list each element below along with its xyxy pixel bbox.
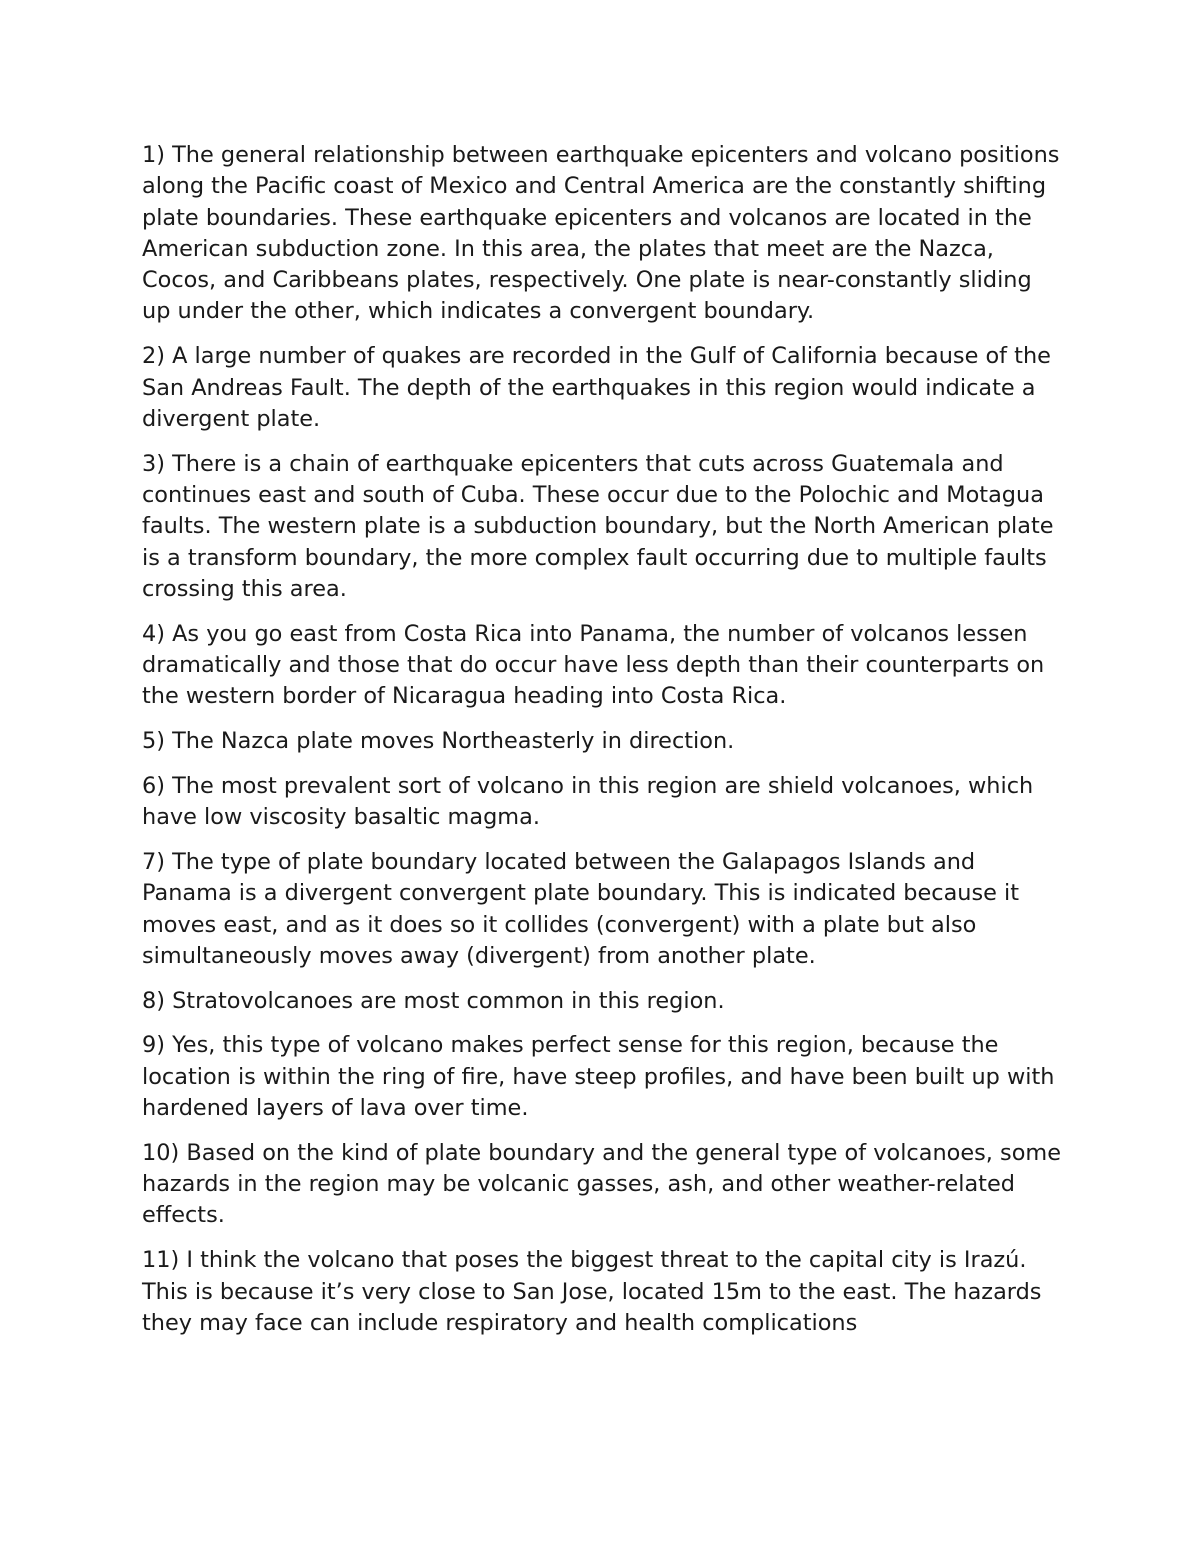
document-body [142, 140, 1067, 1353]
answer-paragraph-7: 7) The type of plate boundary located between the Galapagos Islands and Panama is a divergent convergent plate boundary. This is indicated because it moves east, and as it does so it collides (convergent) with a plate but also simultaneously moves away (divergent) from another plate. [142, 848, 1020, 969]
answer-paragraph-8: 8) Stratovolcanoes are most common in this region. [142, 987, 725, 1014]
answer-paragraph-3: 3) There is a chain of earthquake epicenters that cuts across Guatemala and continues east and south of Cuba. These occur due to the Polochic and Motagua faults. The western plate is a subduction boundary, but the North American plate is a transform boundary, the more complex fault occurring due to multiple faults crossing this area. [142, 450, 1054, 602]
answer-paragraph-10: 10) Based on the kind of plate boundary and the general type of volcanoes, some hazards in the region may be volcanic gasses, ash, and other weather-related effects. [142, 1139, 1061, 1229]
answer-paragraph-4: 4) As you go east from Costa Rica into Panama, the number of volcanos lessen dramatically and those that do occur have less depth than their counterparts on the western border of Nicaragua heading into Costa Rica. [142, 620, 1045, 710]
answer-paragraph-1: 1) The general relationship between earthquake epicenters and volcano positions along the Pacific coast of Mexico and Central America are the constantly shifting plate boundaries. These earthquake epicenters and volcanos are located in the American subduction zone. In this area, the plates that meet are the Nazca, Cocos, and Caribbeans plates, respectively. One plate is near-constantly sliding up under the other, which indicates a convergent boundary. [142, 142, 1060, 325]
answer-paragraph-11: 11) I think the volcano that poses the biggest threat to the capital city is Irazú. This is because it’s very close to San Jose, located 15m to the east. The hazards they may face can include respiratory and health complications [142, 1247, 1042, 1336]
answer-paragraph-5: 5) The Nazca plate moves Northeasterly in direction. [142, 728, 735, 755]
answer-paragraph-9: 9) Yes, this type of volcano makes perfect sense for this region, because the location is within the ring of fire, have steep profiles, and have been built up with hardened layers of lava over time. [142, 1032, 1055, 1122]
answer-paragraph-6: 6) The most prevalent sort of volcano in this region are shield volcanoes, which have low viscosity basaltic magma. [142, 772, 1034, 831]
answer-paragraph-2: 2) A large number of quakes are recorded in the Gulf of California because of the San Andreas Fault. The depth of the earthquakes in this region would indicate a divergent plate. [142, 343, 1051, 432]
